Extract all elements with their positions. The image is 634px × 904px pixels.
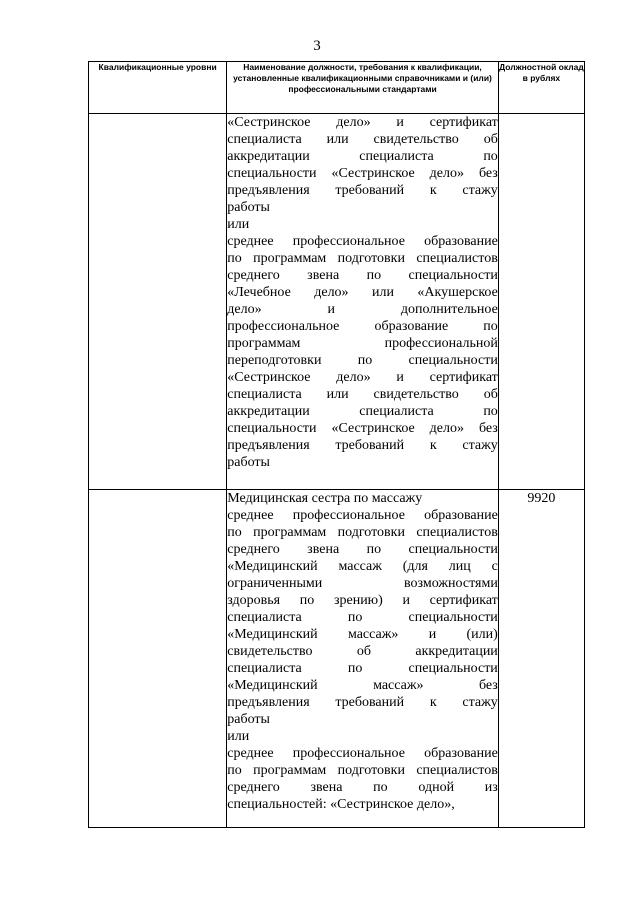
- table-header-row: [89, 62, 585, 114]
- requirements-cell: [227, 114, 499, 490]
- header-qualification-levels: Квалификационные уровни: [89, 62, 227, 114]
- requirement-line: специалиста или свидетельство об: [227, 387, 498, 402]
- requirement-line: среднего звена по одной из: [227, 780, 498, 795]
- requirement-line: специальности «Сестринское дело» без: [227, 166, 498, 181]
- page-number: 3: [313, 38, 321, 54]
- requirement-line: «Медицинский массаж (для лиц с: [227, 559, 498, 574]
- requirement-line: ограниченными возможностями: [227, 576, 498, 591]
- header-salary: Должностной оклад в рублях: [498, 62, 584, 114]
- requirement-line: предъявления требований к стажу: [227, 183, 498, 198]
- requirement-line: специальности «Сестринское дело» без: [227, 421, 498, 436]
- requirement-line: «Сестринское дело» и сертификат: [227, 370, 498, 385]
- requirement-line: по программам подготовки специалистов: [227, 251, 498, 266]
- requirement-line: свидетельство об аккредитации: [227, 644, 498, 659]
- requirement-line: переподготовки по специальности: [227, 353, 498, 368]
- requirement-line: профессиональное образование по: [227, 319, 498, 334]
- requirement-line: дело» и дополнительное: [227, 302, 498, 317]
- requirement-line: работы: [227, 712, 270, 727]
- qualification-level-cell: [89, 490, 227, 828]
- requirement-line: «Лечебное дело» или «Акушерское: [227, 285, 498, 300]
- requirement-line: среднее профессиональное образование: [227, 746, 498, 761]
- requirement-line: специалиста или свидетельство об: [227, 132, 498, 147]
- qualification-level-cell: [89, 114, 227, 490]
- requirement-line: специалиста по специальности: [227, 661, 498, 676]
- requirement-line: специалиста по специальности: [227, 610, 498, 625]
- qualification-table: [88, 61, 585, 828]
- requirements-cell: [227, 490, 499, 828]
- header-position-requirements: Наименование должности, требования к квалификации, установленные квалификационными справочниками и (или) профессиональными стандартами: [227, 62, 499, 114]
- requirement-line: по программам подготовки специалистов: [227, 763, 498, 778]
- requirement-line: среднего звена по специальности: [227, 268, 498, 283]
- requirement-line: предъявления требований к стажу: [227, 695, 498, 710]
- requirement-line: аккредитации специалиста по: [227, 149, 498, 164]
- requirement-line: программам профессиональной: [227, 336, 498, 351]
- table-row: [89, 490, 585, 828]
- table-row: [89, 114, 585, 490]
- requirement-line: Медицинская сестра по массажу: [227, 491, 423, 506]
- requirement-line: специальностей: «Сестринское дело»,: [227, 797, 455, 812]
- requirement-line: среднее профессиональное образование: [227, 508, 498, 523]
- requirement-line: или: [227, 729, 250, 744]
- requirement-line: «Медицинский массаж» и (или): [227, 627, 498, 642]
- requirement-line: по программам подготовки специалистов: [227, 525, 498, 540]
- requirement-line: среднего звена по специальности: [227, 542, 498, 557]
- requirement-line: работы: [227, 200, 270, 215]
- requirement-line: «Медицинский массаж» без: [227, 678, 498, 693]
- requirement-line: предъявления требований к стажу: [227, 438, 498, 453]
- requirement-line: аккредитации специалиста по: [227, 404, 498, 419]
- requirement-line: «Сестринское дело» и сертификат: [227, 115, 498, 130]
- salary-cell: [498, 114, 584, 490]
- requirement-line: здоровья по зрению) и сертификат: [227, 593, 498, 608]
- salary-cell: 9920: [498, 490, 584, 828]
- requirement-line: или: [227, 217, 250, 232]
- requirement-line: работы: [227, 455, 270, 470]
- requirement-line: среднее профессиональное образование: [227, 234, 498, 249]
